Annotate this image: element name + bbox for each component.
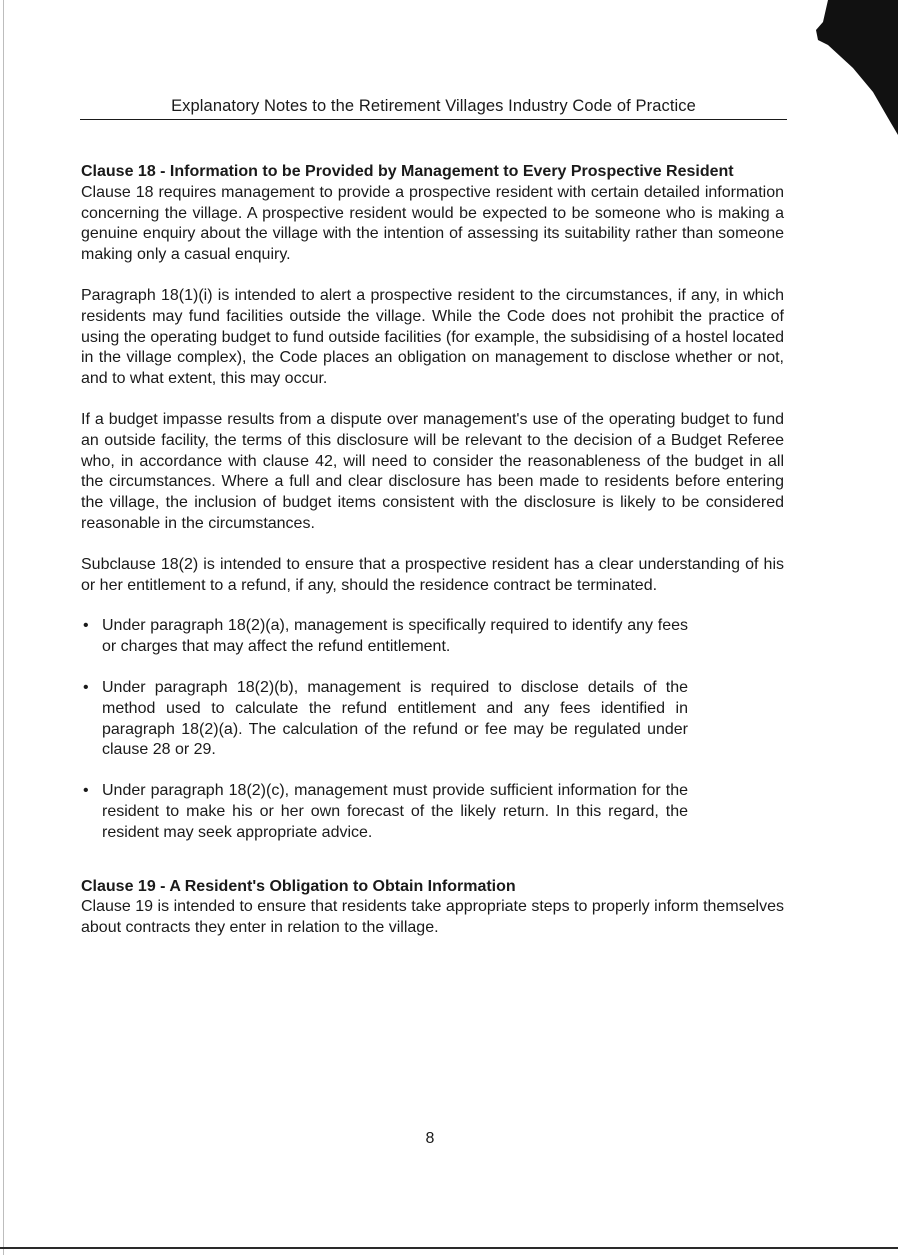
header-rule <box>80 119 787 120</box>
bullet-item-18-2-a <box>81 616 688 658</box>
refund-bullet-list <box>81 616 688 843</box>
bullet-icon: • <box>83 617 89 635</box>
clause-18-paragraph-1: Clause 18 requires management to provide a prospective resident with certain detailed information concerning the village. A prospective resident would be expected to be someone who is making a genuine enquiry about the village with the intention of assessing its suitability rather than someone making only a casual enquiry. <box>81 183 784 264</box>
bullet-text: Under paragraph 18(2)(c), management must provide sufficient information for the resident to make his or her own forecast of the likely return. In this regard, the resident may seek appropriate advice. <box>102 782 688 841</box>
page-bottom-edge <box>0 1247 898 1249</box>
clause-19-section <box>81 877 784 939</box>
clause-18-paragraph-4: Subclause 18(2) is intended to ensure that a prospective resident has a clear understanding of his or her entitlement to a refund, if any, should the residence contract be terminated. <box>81 555 784 594</box>
bullet-item-18-2-b <box>81 678 688 761</box>
page-left-edge <box>3 0 4 1255</box>
bullet-text: Under paragraph 18(2)(a), management is specifically required to identify any fees or charges that may affect the refund entitlement. <box>102 617 688 656</box>
bullet-text: Under paragraph 18(2)(b), management is required to disclose details of the method used to calculate the refund entitlement and any fees identified in paragraph 18(2)(a). The calculation of the refund or fee may be regulated under clause 28 or 29. <box>102 678 688 759</box>
clause-18-heading: Clause 18 - Information to be Provided by Management to Every Prospective Resident <box>81 163 734 180</box>
bullet-icon: • <box>83 782 89 800</box>
scan-corner-mark <box>798 0 898 135</box>
clause-19-paragraph: Clause 19 is intended to ensure that residents take appropriate steps to properly inform themselves about contracts they enter in relation to the village. <box>81 898 784 937</box>
document-body <box>81 162 784 959</box>
clause-18-paragraph-2: Paragraph 18(1)(i) is intended to alert a prospective resident to the circumstances, if any, in which residents may fund facilities outside the village. While the Code does not prohibit the practice of using the operating budget to fund outside facilities (for example, the subsidising of a hostel located in the village complex), the Code places an obligation on management to disclose whether or not, and to what extent, this may occur. <box>81 286 784 388</box>
page-number: 8 <box>425 1130 435 1147</box>
running-header: Explanatory Notes to the Retirement Villages Industry Code of Practice <box>171 97 696 115</box>
bullet-icon: • <box>83 678 89 696</box>
bullet-item-18-2-c <box>81 781 688 843</box>
clause-19-heading: Clause 19 - A Resident's Obligation to Obtain Information <box>81 877 516 895</box>
clause-18-paragraph-3: If a budget impasse results from a dispute over management's use of the operating budget to fund an outside facility, the terms of this disclosure will be relevant to the decision of a Budget Referee who, in accordance with clause 42, will need to consider the reasonableness of the budget in all the circumstances. Where a full and clear disclosure has been made to residents before entering the village, the inclusion of budget items consistent with the disclosure is likely to be considered reasonable in the circumstances. <box>81 410 784 532</box>
